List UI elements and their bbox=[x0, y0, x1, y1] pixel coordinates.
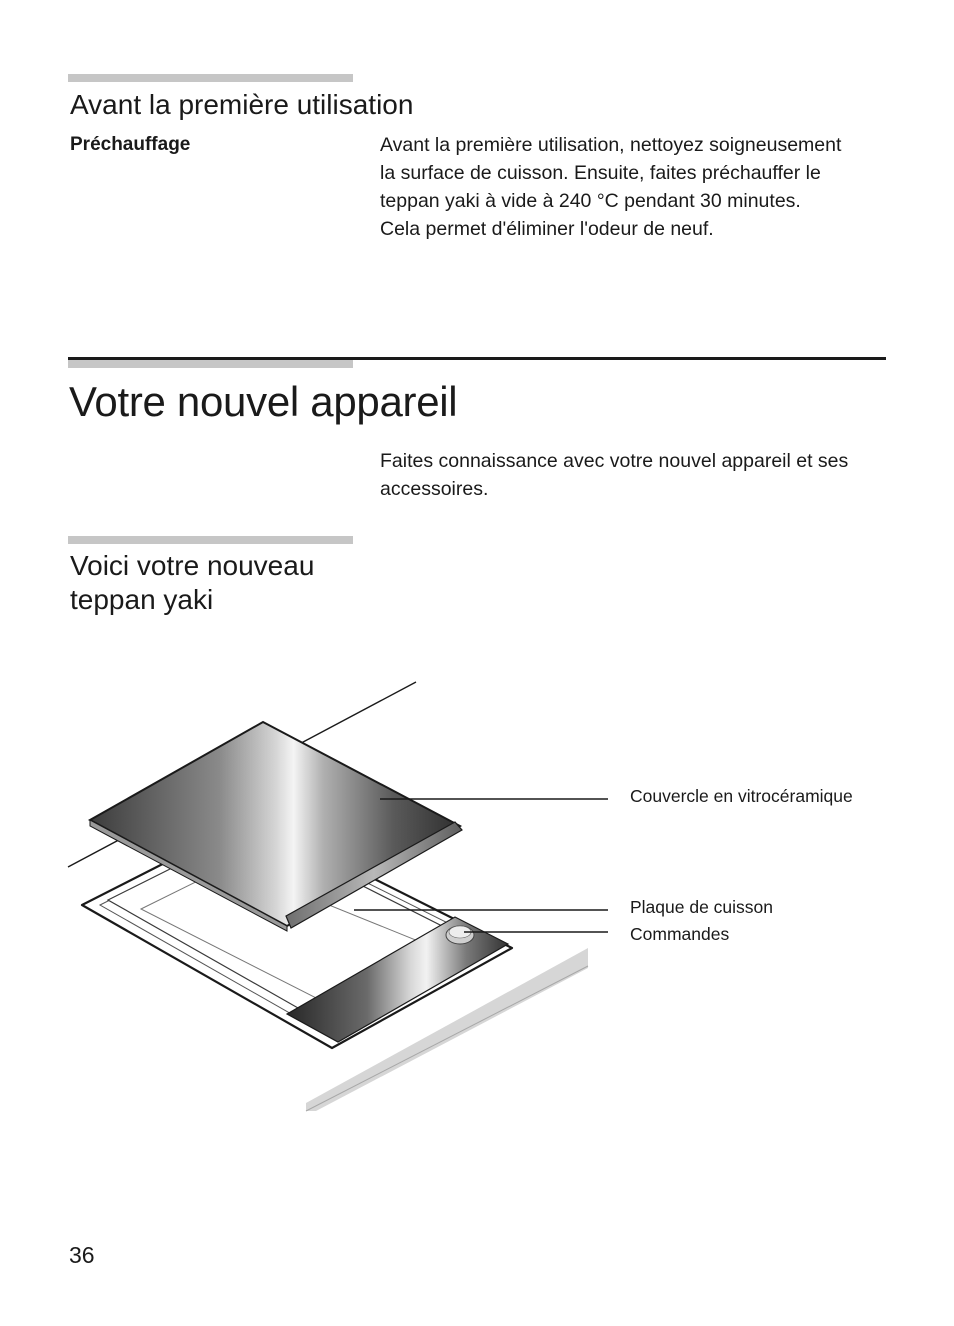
paragraph-line: la surface de cuisson. Ensuite, faites préchauffer le bbox=[380, 162, 821, 184]
callout-lid: Couvercle en vitrocéramique bbox=[630, 786, 853, 806]
callout-plate: Plaque de cuisson bbox=[630, 897, 774, 917]
section-heading: Avant la première utilisation bbox=[70, 89, 414, 120]
page-number: 36 bbox=[69, 1242, 95, 1268]
paragraph-line: Avant la première utilisation, nettoyez soigneusement bbox=[380, 134, 842, 156]
paragraph-line: teppan yaki à vide à 240 °C pendant 30 minutes. bbox=[380, 190, 801, 212]
callout-controls: Commandes bbox=[630, 924, 730, 944]
chapter-title: Votre nouvel appareil bbox=[69, 378, 458, 425]
paragraph-line: Faites connaissance avec votre nouvel appareil et ses bbox=[380, 450, 849, 472]
paragraph-line: accessoires. bbox=[380, 478, 489, 500]
subheading-prechauffage: Préchauffage bbox=[70, 134, 191, 155]
heading-line: Voici votre nouveau bbox=[70, 550, 315, 581]
heading-line: teppan yaki bbox=[70, 584, 214, 615]
paragraph-line: Cela permet d'éliminer l'odeur de neuf. bbox=[380, 218, 714, 240]
